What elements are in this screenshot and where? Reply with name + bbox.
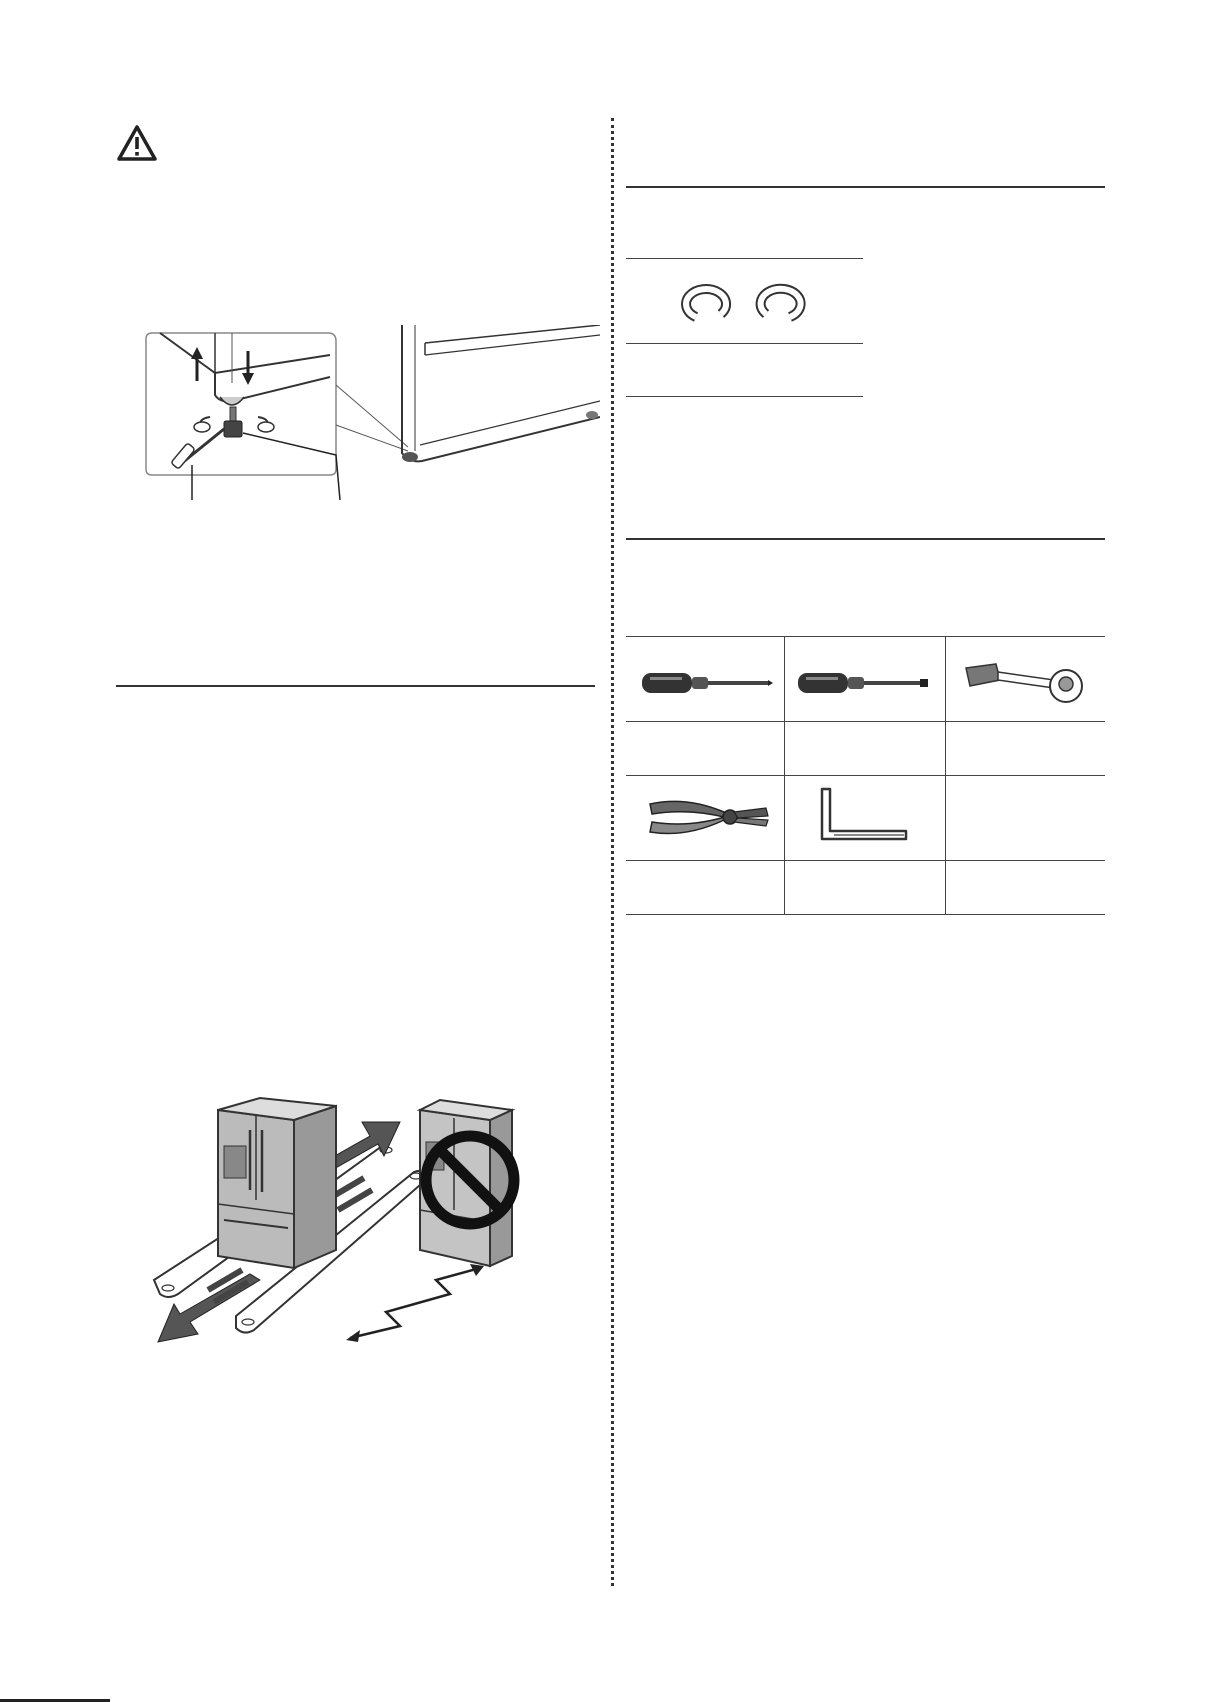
parts-table-bottom: [626, 396, 863, 397]
moving-illustration: [150, 1080, 570, 1350]
phillips-screwdriver-icon: [640, 668, 774, 698]
tools-col-line: [784, 636, 785, 914]
parts-table-top: [626, 258, 863, 259]
column-divider: [611, 118, 614, 1586]
flat-screwdriver-icon: [796, 668, 930, 698]
e-ring-clip-icon: [761, 289, 801, 317]
section-divider: [116, 685, 595, 687]
tools-col-line: [945, 636, 946, 914]
tools-row-line: [626, 914, 1105, 915]
leveling-illustration: [140, 325, 600, 500]
parts-table-mid: [626, 343, 863, 344]
warning-icon: [116, 124, 158, 162]
allen-wrench-icon: [812, 785, 912, 845]
socket-wrench-icon: [962, 658, 1090, 708]
tools-row-line: [626, 775, 1105, 776]
section-rule-tools: [626, 538, 1105, 540]
parts-e-rings: [666, 278, 826, 328]
tools-row-line: [626, 636, 1105, 637]
e-ring-clip-icon: [686, 289, 726, 317]
tools-row-line: [626, 860, 1105, 861]
section-rule-top: [626, 186, 1105, 188]
tools-row-line: [626, 721, 1105, 722]
pliers-icon: [646, 792, 772, 842]
